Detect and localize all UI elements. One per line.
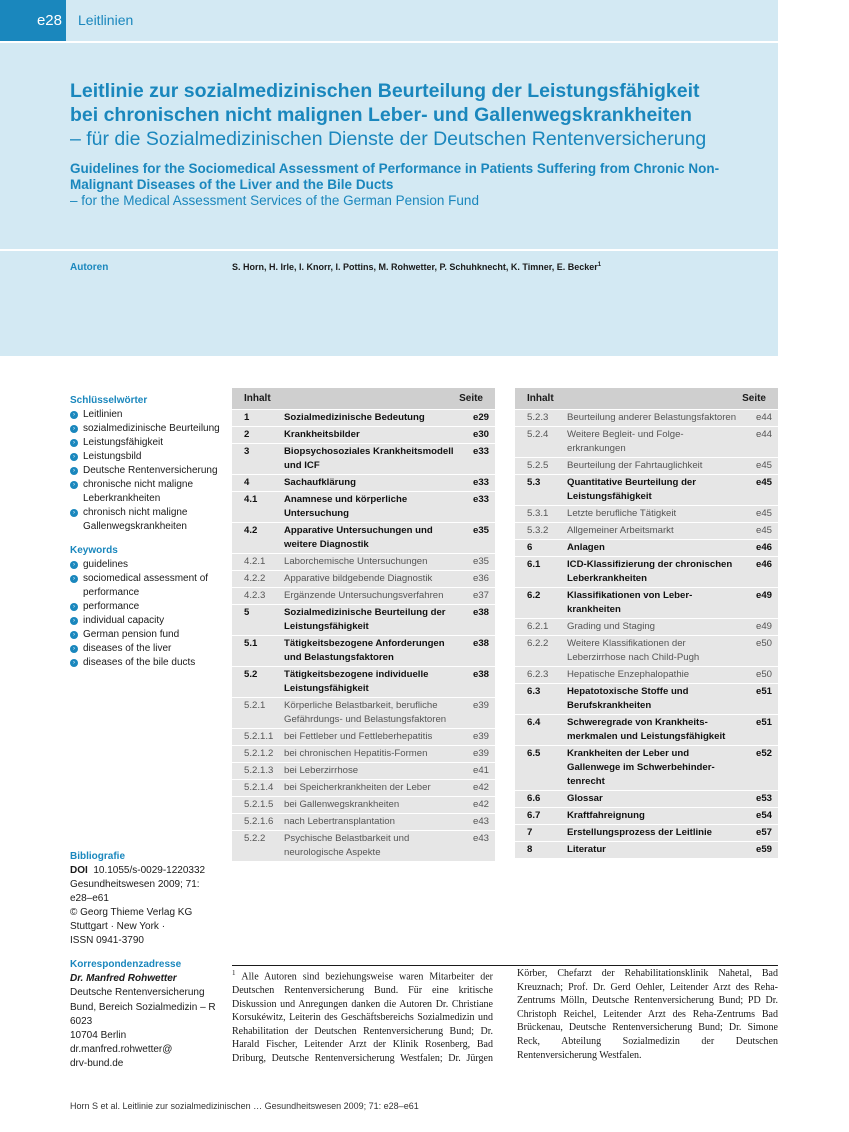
toc-row[interactable] — [515, 714, 778, 745]
toc-right-header — [515, 388, 778, 409]
toc-row[interactable] — [515, 807, 778, 824]
toc-page-number: e42 — [472, 782, 489, 793]
toc-page-number: e44 — [755, 429, 772, 440]
toc-page-number: e45 — [755, 525, 772, 536]
toc-section-title: Kraftfahreignung — [567, 810, 645, 821]
journal-citation: Gesundheitswesen 2009; 71: e28–e61 — [70, 879, 200, 904]
toc-page-number: e43 — [472, 816, 489, 827]
keyword-label: guidelines — [83, 559, 129, 570]
keyword-item — [70, 450, 220, 464]
toc-page-number: e51 — [755, 686, 772, 697]
keyword-label: chronisch nicht maligne Gallenwegskrankheiten — [83, 507, 188, 532]
toc-section-title: Quantitative Beurteilung der Leistungsfähigkeit — [567, 477, 697, 502]
toc-section-title: Grading und Staging — [567, 621, 656, 632]
toc-row[interactable] — [515, 409, 778, 426]
keyword-item — [70, 408, 220, 422]
toc-row[interactable] — [232, 813, 495, 830]
bullet-icon: › — [70, 481, 78, 489]
toc-section-title: Schweregrade von Krankheitsmerkmalen und Leistungsfähigkeit — [567, 717, 726, 742]
bullet-icon: › — [70, 425, 78, 433]
toc-section-number: 5.2.1.4 — [244, 782, 274, 793]
bullet-icon: › — [70, 439, 78, 447]
bullet-icon: › — [70, 645, 78, 653]
toc-section-number: 5.2.1.2 — [244, 748, 274, 759]
toc-section-number: 6.2.1 — [527, 621, 549, 632]
toc-section-number: 1 — [244, 412, 250, 423]
toc-section-number: 5.2.1.5 — [244, 799, 274, 810]
toc-page-number: e53 — [755, 793, 772, 804]
toc-page-number: e33 — [472, 494, 489, 505]
footnote-mark: 1 — [232, 969, 236, 977]
toc-row[interactable] — [515, 745, 778, 790]
toc-right-header-contents: Inhalt — [527, 393, 554, 404]
toc-section-number: 5.2.2 — [244, 833, 266, 844]
toc-section-title: Krankheiten der Leber und Gallenwege im Schwerbehindertenrecht — [567, 748, 715, 787]
toc-page-number: e59 — [755, 844, 772, 855]
toc-left-rows — [232, 409, 495, 861]
toc-row[interactable] — [515, 635, 778, 666]
correspondence-heading: Korrespondenzadresse — [70, 959, 182, 970]
toc-row[interactable] — [232, 474, 495, 491]
toc-section-number: 6.7 — [527, 810, 541, 821]
toc-row[interactable] — [232, 426, 495, 443]
toc-section-number: 5.1 — [244, 638, 258, 649]
toc-left-header-page: Seite — [459, 393, 483, 404]
toc-section-title: Apparative bildgebende Diagnostik — [284, 573, 433, 584]
authors-list — [232, 262, 601, 272]
bullet-icon: › — [70, 467, 78, 475]
toc-section-number: 3 — [244, 446, 250, 457]
toc-section-title: Laborchemische Untersuchungen — [284, 556, 428, 567]
issn: ISSN 0941-3790 — [70, 935, 144, 946]
toc-section-number: 4.2.2 — [244, 573, 266, 584]
title-de-line-2: bei chronischen nicht malignen Leber- und Gallenwegskrankheiten — [70, 104, 692, 126]
toc-row[interactable] — [515, 505, 778, 522]
toc-page-number: e38 — [472, 607, 489, 618]
toc-section-number: 8 — [527, 844, 533, 855]
toc-row[interactable] — [232, 553, 495, 570]
toc-section-title: Tätigkeitsbezogene Anforderungen und Belastungsfaktoren — [284, 638, 445, 663]
toc-page-number: e39 — [472, 748, 489, 759]
keyword-item — [70, 628, 220, 642]
toc-section-number: 2 — [244, 429, 250, 440]
toc-row[interactable] — [232, 443, 495, 474]
toc-section-title: Biopsychosoziales Krankheitsmodell und ICF — [284, 446, 454, 471]
authors-label: Autoren — [70, 262, 109, 273]
toc-section-number: 6.3 — [527, 686, 541, 697]
toc-left-header — [232, 388, 495, 409]
keywords-de-heading: Schlüsselwörter — [70, 395, 148, 406]
keyword-label: diseases of the bile ducts — [83, 657, 196, 668]
toc-section-number: 5.2 — [244, 669, 258, 680]
toc-page-number: e30 — [472, 429, 489, 440]
toc-page-number: e36 — [472, 573, 489, 584]
toc-row[interactable] — [515, 587, 778, 618]
toc-row[interactable] — [232, 409, 495, 426]
toc-row[interactable] — [515, 522, 778, 539]
toc-page-number: e52 — [755, 748, 772, 759]
toc-section-number: 5.3 — [527, 477, 541, 488]
toc-page-number: e46 — [755, 559, 772, 570]
keyword-item — [70, 478, 220, 506]
toc-row[interactable] — [232, 635, 495, 666]
bullet-icon: › — [70, 453, 78, 461]
toc-right-rows — [515, 409, 778, 858]
toc-section-title: Psychische Belastbarkeit und neurologische Aspekte — [284, 833, 410, 858]
section-label: Leitlinien — [78, 12, 134, 28]
toc-row[interactable] — [232, 745, 495, 762]
bullet-icon: › — [70, 509, 78, 517]
toc-section-title: Hepatotoxische Stoffe und Berufskrankheiten — [567, 686, 689, 711]
keyword-item — [70, 614, 220, 628]
toc-page-number: e43 — [472, 833, 489, 844]
toc-row[interactable] — [515, 824, 778, 841]
toc-section-number: 5.2.3 — [527, 412, 549, 423]
toc-row[interactable] — [515, 426, 778, 457]
toc-row[interactable] — [232, 779, 495, 796]
toc-section-number: 4.2.1 — [244, 556, 266, 567]
correspondent-email-2[interactable]: drv-bund.de — [70, 1058, 124, 1070]
bibliography-heading: Bibliografie — [70, 851, 126, 862]
toc-section-title: Literatur — [567, 844, 606, 855]
keyword-item — [70, 600, 220, 614]
toc-row[interactable] — [515, 539, 778, 556]
toc-section-title: bei Gallenwegskrankheiten — [284, 799, 400, 810]
toc-section-number: 6.2.2 — [527, 638, 549, 649]
toc-right-header-page: Seite — [742, 393, 766, 404]
author-footnote-mark: 1 — [597, 262, 602, 268]
toc-section-number: 4.2 — [244, 525, 258, 536]
toc-section-number: 6.1 — [527, 559, 541, 570]
correspondent-org: Deutsche Rentenversicherung Bund, Bereich Sozialmedizin – R 6023 — [70, 987, 216, 1027]
toc-page-number: e42 — [472, 799, 489, 810]
toc-page-number: e50 — [755, 669, 772, 680]
keyword-label: sozialmedizinische Beurteilung — [83, 423, 220, 434]
toc-section-title: Anamnese und körperliche Untersuchung — [284, 494, 408, 519]
toc-section-title: bei Leberzirrhose — [284, 765, 359, 776]
doi-line — [70, 864, 220, 878]
toc-section-title: ICD-Klassifizierung der chronischen Leberkrankheiten — [567, 559, 733, 584]
toc-section-title: Erstellungsprozess der Leitlinie — [567, 827, 713, 838]
toc-section-number: 5.2.4 — [527, 429, 549, 440]
toc-section-number: 6.4 — [527, 717, 541, 728]
toc-section-number: 6.6 — [527, 793, 541, 804]
toc-page-number: e39 — [472, 731, 489, 742]
toc-section-number: 6.2 — [527, 590, 541, 601]
toc-section-number: 5.2.1.1 — [244, 731, 274, 742]
page-number: e28 — [0, 0, 66, 41]
copyright: © Georg Thieme Verlag KG Stuttgart · New York · — [70, 907, 193, 932]
toc-section-title: Anlagen — [567, 542, 605, 553]
keyword-label: individual capacity — [83, 615, 165, 626]
title-de-line-1: Leitlinie zur sozialmedizinischen Beurteilung der Leistungsfähigkeit — [70, 80, 700, 102]
keyword-label: Leistungsfähigkeit — [83, 437, 164, 448]
bullet-icon: › — [70, 659, 78, 667]
keywords-sidebar — [70, 394, 220, 670]
toc-section-title: Klassifikationen von Leberkrankheiten — [567, 590, 693, 615]
bibliography — [70, 850, 220, 948]
toc-page-number: e37 — [472, 590, 489, 601]
title-german — [70, 79, 770, 151]
toc-section-title: Sachaufklärung — [284, 477, 356, 488]
toc-row[interactable] — [515, 556, 778, 587]
doi-link[interactable]: 10.1055/s-0029-1220332 — [93, 865, 206, 876]
keyword-label: diseases of the liver — [83, 643, 172, 654]
toc-row[interactable] — [515, 841, 778, 858]
toc-page-number: e33 — [472, 446, 489, 457]
toc-section-number: 5.2.1.6 — [244, 816, 274, 827]
toc-section-title: bei Speicherkrankheiten der Leber — [284, 782, 431, 793]
toc-page-number: e35 — [472, 556, 489, 567]
correspondence — [70, 958, 220, 1072]
toc-page-number: e39 — [472, 700, 489, 711]
toc-section-number: 4.1 — [244, 494, 258, 505]
correspondent-name: Dr. Manfred Rohwetter — [70, 973, 177, 985]
toc-row[interactable] — [515, 790, 778, 807]
toc-section-title: Allgemeiner Arbeitsmarkt — [567, 525, 674, 536]
toc-section-number: 5.3.2 — [527, 525, 549, 536]
toc-row[interactable] — [515, 457, 778, 474]
toc-page-number: e29 — [472, 412, 489, 423]
keywords-de-list — [70, 408, 220, 534]
keyword-label: sociomedical assessment of performance — [83, 573, 209, 598]
toc-section-title: Apparative Untersuchungen und weitere Diagnostik — [284, 525, 433, 550]
toc-row[interactable] — [232, 728, 495, 745]
toc-row[interactable] — [232, 587, 495, 604]
bullet-icon: › — [70, 603, 78, 611]
toc-section-number: 4.2.3 — [244, 590, 266, 601]
toc-section-number: 6.2.3 — [527, 669, 549, 680]
toc-section-title: Tätigkeitsbezogene individuelle Leistungsfähigkeit — [284, 669, 429, 694]
keywords-en-heading: Keywords — [70, 545, 118, 556]
toc-page-number: e44 — [755, 412, 772, 423]
toc-table-right — [515, 388, 778, 858]
authors-block — [0, 251, 778, 356]
toc-row[interactable] — [232, 570, 495, 587]
toc-row[interactable] — [232, 491, 495, 522]
keyword-item — [70, 642, 220, 656]
toc-section-number: 6 — [527, 542, 533, 553]
bullet-icon: › — [70, 617, 78, 625]
keyword-item — [70, 572, 220, 600]
toc-page-number: e38 — [472, 669, 489, 680]
toc-section-title: bei Fettleber und Fettleberhepatitis — [284, 731, 433, 742]
keyword-label: performance — [83, 601, 140, 612]
keyword-item — [70, 656, 220, 670]
title-en-subtitle: – for the Medical Assessment Services of the German Pension Fund — [70, 193, 479, 208]
toc-page-number: e57 — [755, 827, 772, 838]
toc-section-title: Ergänzende Untersuchungsverfahren — [284, 590, 444, 601]
toc-page-number: e46 — [755, 542, 772, 553]
footnote-text: Alle Autoren sind beziehungsweise waren Mitarbeiter der Deutschen Rentenversicherung Bund. Für eine kritische Diskussion und Anregungen danken die Autoren Dr. Christiane Korsukéwitz, Leiterin des Geschäftsbereichs Sozialmedizin und Rehabilitation der Deutschen Rentenversicherung Bund; Dr. Harald Fischer, Leitender Arzt der Klinik Rosenberg, Bad Driburg, Deutsche Rentenversicherung Westfalen; Dr. Jürgen Körber, Chefarzt der Rehabilitationsklinik Nahetal, Bad Kreuznach; Prof. Dr. Gerd Oehler, Leitender Arzt des Reha-Zentrums Mölln, Deutsche Rentenversicherung Bund; PD Dr. Christoph Reichel, Leitender Arzt des Reha-Zentrums Bad Brückenau, Deutsche Rentenversicherung Bund; Dr. Simone Reck, Abteilung Sozialmedizin der Deutschen Rentenversicherung Westfalen. — [232, 968, 778, 1064]
toc-row[interactable] — [515, 666, 778, 683]
toc-section-title: Weitere Begleit- und Folgeerkrankungen — [567, 429, 684, 454]
toc-page-number: e45 — [755, 460, 772, 471]
bullet-icon: › — [70, 411, 78, 419]
keyword-item — [70, 436, 220, 450]
toc-section-number: 5.2.1.3 — [244, 765, 274, 776]
toc-table-left — [232, 388, 495, 861]
toc-page-number: e50 — [755, 638, 772, 649]
toc-section-number: 5 — [244, 607, 250, 618]
toc-row[interactable] — [232, 604, 495, 635]
toc-section-number: 4 — [244, 477, 250, 488]
toc-section-title: Glossar — [567, 793, 603, 804]
footnote — [232, 967, 778, 1065]
toc-section-title: Weitere Klassifikationen der Leberzirrhose nach Child-Pugh — [567, 638, 700, 663]
title-de-subtitle: – für die Sozialmedizinischen Dienste der Deutschen Rentenversicherung — [70, 128, 707, 150]
toc-page-number: e45 — [755, 477, 772, 488]
toc-section-title: Letzte berufliche Tätigkeit — [567, 508, 677, 519]
footer-citation: Horn S et al. Leitlinie zur sozialmedizinischen … Gesundheitswesen 2009; 71: e28–e61 — [70, 1101, 419, 1111]
keyword-label: German pension fund — [83, 629, 180, 640]
toc-page-number: e49 — [755, 590, 772, 601]
toc-section-title: Sozialmedizinische Beurteilung der Leistungsfähigkeit — [284, 607, 446, 632]
toc-row[interactable] — [232, 762, 495, 779]
toc-section-number: 5.2.1 — [244, 700, 266, 711]
toc-page-number: e51 — [755, 717, 772, 728]
toc-row[interactable] — [232, 522, 495, 553]
toc-section-title: nach Lebertransplantation — [284, 816, 395, 827]
keyword-item — [70, 422, 220, 436]
keyword-label: Leitlinien — [83, 409, 123, 420]
toc-row[interactable] — [232, 796, 495, 813]
keyword-label: chronische nicht maligne Leberkrankheiten — [83, 479, 194, 504]
toc-section-title: Beurteilung anderer Belastungsfaktoren — [567, 412, 737, 423]
doi-label: DOI — [70, 865, 88, 876]
toc-page-number: e38 — [472, 638, 489, 649]
toc-row[interactable] — [515, 474, 778, 505]
keyword-item — [70, 506, 220, 534]
toc-section-title: Körperliche Belastbarkeit, berufliche Gefährdungs- und Belastungsfaktoren — [284, 700, 447, 725]
toc-row[interactable] — [232, 830, 495, 861]
author-names: S. Horn, H. Irle, I. Knorr, I. Pottins, M. Rohwetter, P. Schuhknecht, K. Timner, E. Becker — [232, 262, 598, 272]
keyword-item — [70, 464, 220, 478]
bullet-icon: › — [70, 631, 78, 639]
footnote-rule — [232, 965, 778, 966]
keyword-label: Leistungsbild — [83, 451, 142, 462]
toc-row[interactable] — [515, 618, 778, 635]
toc-section-title: Krankheitsbilder — [284, 429, 360, 440]
bullet-icon: › — [70, 561, 78, 569]
correspondent-city: 10704 Berlin — [70, 1030, 127, 1042]
toc-row[interactable] — [515, 683, 778, 714]
toc-section-number: 5.3.1 — [527, 508, 549, 519]
toc-page-number: e41 — [472, 765, 489, 776]
toc-row[interactable] — [232, 666, 495, 697]
toc-page-number: e35 — [472, 525, 489, 536]
toc-left-header-contents: Inhalt — [244, 393, 271, 404]
running-header — [0, 0, 778, 42]
toc-section-title: bei chronischen Hepatitis-Formen — [284, 748, 428, 759]
correspondent-email-1[interactable]: dr.manfred.rohwetter@ — [70, 1044, 173, 1056]
toc-section-title: Beurteilung der Fahrtauglichkeit — [567, 460, 703, 471]
keywords-en-list — [70, 558, 220, 670]
title-en-main: Guidelines for the Sociomedical Assessment of Performance in Patients Suffering from Chronic Non-Malignant Diseases of the Liver and the Bile Ducts — [70, 161, 720, 192]
keyword-label: Deutsche Rentenversicherung — [83, 465, 218, 476]
toc-section-title: Hepatische Enzephalopathie — [567, 669, 690, 680]
keyword-item — [70, 558, 220, 572]
title-english — [70, 161, 775, 209]
bullet-icon: › — [70, 575, 78, 583]
toc-row[interactable] — [232, 697, 495, 728]
toc-section-title: Sozialmedizinische Bedeutung — [284, 412, 425, 423]
toc-page-number: e54 — [755, 810, 772, 821]
toc-section-number: 6.5 — [527, 748, 541, 759]
toc-page-number: e33 — [472, 477, 489, 488]
toc-section-number: 5.2.5 — [527, 460, 549, 471]
toc-page-number: e49 — [755, 621, 772, 632]
toc-section-number: 7 — [527, 827, 533, 838]
title-block — [0, 43, 778, 249]
toc-page-number: e45 — [755, 508, 772, 519]
